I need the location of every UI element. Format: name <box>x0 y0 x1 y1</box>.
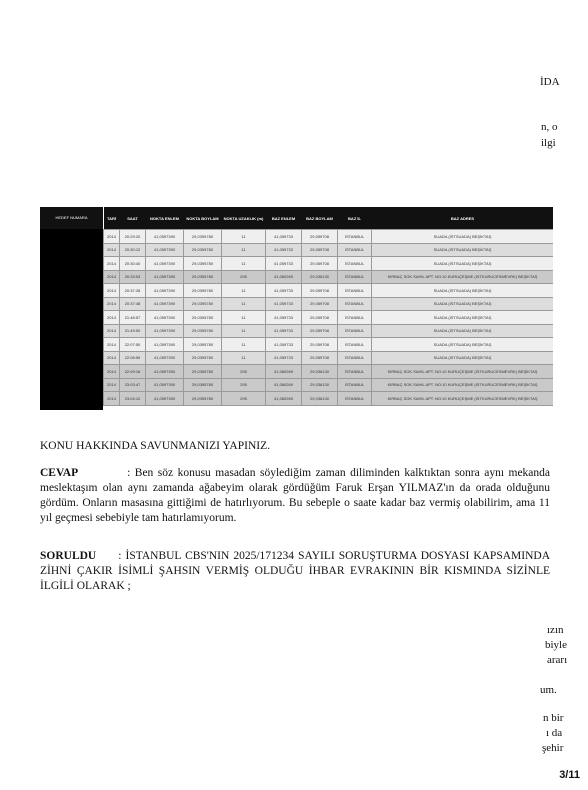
table-cell: SUADA (İSTSUADA) BEŞİKTAŞ <box>372 284 554 298</box>
edge-fragment: n, o <box>541 121 558 133</box>
table-cell: 11 <box>222 324 266 338</box>
table-cell: 41,059733 <box>266 338 302 352</box>
edge-fragment: um. <box>540 684 557 696</box>
table-cell: 29,0395780 <box>184 324 222 338</box>
table-cell: 295 <box>222 392 266 406</box>
edge-fragment: n bir <box>543 712 564 724</box>
table-row <box>104 324 554 338</box>
table-cell: 2014 <box>104 378 120 392</box>
table-cell: 29,0395780 <box>184 257 222 271</box>
table-cell: 29,059708 <box>302 311 338 325</box>
question-paragraph <box>40 549 550 594</box>
table-cell: 22:07:50 <box>120 338 146 352</box>
table-row <box>104 284 554 298</box>
table-cell: 11 <box>222 338 266 352</box>
table-cell: 41,0597390 <box>146 378 184 392</box>
table-cell: 11 <box>222 351 266 365</box>
table-cell: İSTANBUL <box>338 324 372 338</box>
table-cell: 29,0395780 <box>184 284 222 298</box>
table-cell: 29,0395780 <box>184 311 222 325</box>
table-cell: 41,0597390 <box>146 392 184 406</box>
table-cell: 2014 <box>104 324 120 338</box>
table-cell: İSTANBUL <box>338 338 372 352</box>
table-row <box>104 311 554 325</box>
table-cell: İSTANBUL <box>338 351 372 365</box>
table-cell: 41,059733 <box>266 311 302 325</box>
table-cell: SUADA (İSTSUADA) BEŞİKTAŞ <box>372 311 554 325</box>
table-cell: 20:29:20 <box>120 230 146 244</box>
table-cell: KIRBAÇ SOK SAHİL APT. NO:10 KURUÇEŞME (İSTKURUCESMEVRK) BEŞİKTAŞ <box>372 270 554 284</box>
redacted-block <box>40 207 103 410</box>
table-cell: 29,059708 <box>302 338 338 352</box>
table-cell: 29,0395780 <box>184 338 222 352</box>
table-row <box>104 230 554 244</box>
table-cell: İSTANBUL <box>338 378 372 392</box>
answer-text: : Ben söz konusu masadan söylediğim zaman diliminden kalktıktan sonra aynı mekanda meslektaşım olan aynı zamanda ağabeyim olarak gördüğüm Faruk Erşan YILMAZ'ın da orada olduğunu gördüm. Onların masasına gittiğimi de hatırlıyorum. Bu sebeple o saate kadar baz vermiş olabilirim, ama 11 yıl geçmesi sebebiyle tam hatırlamıyorum. <box>40 467 551 524</box>
column-header: BAZ BOYLAM <box>302 207 338 230</box>
base-station-table <box>103 207 553 406</box>
table-cell: 41,0597390 <box>146 324 184 338</box>
table-cell: 41,0597390 <box>146 243 184 257</box>
table-cell: 29,036130 <box>302 378 338 392</box>
page-number: 3/11 <box>559 769 580 781</box>
table-cell: 2014 <box>104 365 120 379</box>
table-cell: 41,059733 <box>266 284 302 298</box>
column-header: NOKTA ENLEM <box>146 207 184 230</box>
table-cell: 29,0395780 <box>184 392 222 406</box>
table-cell: 2014 <box>104 243 120 257</box>
table-cell: 2014 <box>104 270 120 284</box>
table-cell: 41,0597390 <box>146 351 184 365</box>
table-cell: İSTANBUL <box>338 365 372 379</box>
table-cell: 41,0597390 <box>146 270 184 284</box>
table-cell: 20:37:28 <box>120 284 146 298</box>
column-header: TARİ <box>104 207 120 230</box>
edge-fragment: ararı <box>547 654 568 666</box>
table-cell: 29,059708 <box>302 243 338 257</box>
table-row <box>104 365 554 379</box>
question-text: : İSTANBUL CBS'NIN 2025/171234 SAYILI SORUŞTURMA DOSYASI KAPSAMINDA ZİHNİ ÇAKIR İSİMLİ ŞAHSIN VERMİŞ OLDUĞU İHBAR EVRAKININ BİR KISMINDA SİZİNLE İLGİLİ OLARAK ; <box>40 550 550 592</box>
table-cell: 29,059708 <box>302 297 338 311</box>
table-cell: 29,059708 <box>302 257 338 271</box>
table-cell: 20:33:03 <box>120 270 146 284</box>
column-header: SAAT <box>120 207 146 230</box>
table-cell: 11 <box>222 311 266 325</box>
table-cell: 21:48:57 <box>120 311 146 325</box>
table-cell: 29,0395780 <box>184 351 222 365</box>
table-cell: 295 <box>222 378 266 392</box>
table-cell: 29,036130 <box>302 365 338 379</box>
table-cell: 41,0597390 <box>146 230 184 244</box>
table-cell: SUADA (İSTSUADA) BEŞİKTAŞ <box>372 257 554 271</box>
table-header-row <box>104 207 554 230</box>
answer-paragraph <box>40 466 550 526</box>
table-cell: 41,0597390 <box>146 297 184 311</box>
table-cell: 11 <box>222 243 266 257</box>
column-header: BAZ ADRES <box>372 207 554 230</box>
table-cell: 2014 <box>104 338 120 352</box>
table-cell: İSTANBUL <box>338 230 372 244</box>
column-header: BAZ ENLEM <box>266 207 302 230</box>
edge-fragment: İDA <box>540 76 560 88</box>
table-cell: 41,0597390 <box>146 257 184 271</box>
prompt-line: KONU HAKKINDA SAVUNMANIZI YAPINIZ. <box>40 440 270 452</box>
table-cell: 20:30:12 <box>120 243 146 257</box>
table-cell: 29,0395780 <box>184 230 222 244</box>
table-cell: 11 <box>222 257 266 271</box>
table-cell: 2014 <box>104 311 120 325</box>
answer-label: CEVAP <box>40 467 79 479</box>
edge-fragment: biyle <box>545 639 567 651</box>
edge-fragment: ilgi <box>541 137 556 149</box>
table-cell: İSTANBUL <box>338 257 372 271</box>
table-cell: 41,059733 <box>266 351 302 365</box>
table-cell: 2014 <box>104 230 120 244</box>
table-row <box>104 257 554 271</box>
question-label: SORULDU <box>40 550 97 562</box>
table-cell: 41,0597390 <box>146 284 184 298</box>
table-cell: 29,0395780 <box>184 243 222 257</box>
table-row <box>104 270 554 284</box>
table-row <box>104 392 554 406</box>
table-row <box>104 351 554 365</box>
table-cell: 41,060269 <box>266 365 302 379</box>
table-cell: SUADA (İSTSUADA) BEŞİKTAŞ <box>372 338 554 352</box>
table-row <box>104 338 554 352</box>
table-cell: 29,0395780 <box>184 378 222 392</box>
hts-record-table-image <box>40 207 553 410</box>
table-cell: 2014 <box>104 284 120 298</box>
table-cell: İSTANBUL <box>338 392 372 406</box>
table-cell: 22:08:59 <box>120 351 146 365</box>
table-cell: 41,060269 <box>266 270 302 284</box>
table-cell: 29,0395780 <box>184 270 222 284</box>
column-header: BAZ İL <box>338 207 372 230</box>
table-cell: 11 <box>222 284 266 298</box>
table-cell: 29,036130 <box>302 270 338 284</box>
table-cell: 29,0395780 <box>184 365 222 379</box>
edge-fragment: ızın <box>547 624 564 636</box>
table-cell: 20:30:40 <box>120 257 146 271</box>
table-cell: 41,059733 <box>266 230 302 244</box>
table-cell: 29,059708 <box>302 230 338 244</box>
table-cell: 22:09:16 <box>120 365 146 379</box>
table-row <box>104 378 554 392</box>
table-cell: 29,059708 <box>302 324 338 338</box>
table-cell: 11 <box>222 230 266 244</box>
table-cell: KIRBAÇ SOK SAHİL APT. NO:10 KURUÇEŞME (İSTKURUCESMEVRK) BEŞİKTAŞ <box>372 365 554 379</box>
table-cell: 20:37:48 <box>120 297 146 311</box>
table-cell: SUADA (İSTSUADA) BEŞİKTAŞ <box>372 297 554 311</box>
table-cell: 41,0597390 <box>146 365 184 379</box>
table-cell: 2014 <box>104 297 120 311</box>
table-cell: 11 <box>222 297 266 311</box>
table-cell: 21:49:50 <box>120 324 146 338</box>
table-cell: 23:04:12 <box>120 392 146 406</box>
table-cell: 41,059733 <box>266 297 302 311</box>
column-header: NOKTA BOYLAM <box>184 207 222 230</box>
table-cell: SUADA (İSTSUADA) BEŞİKTAŞ <box>372 230 554 244</box>
table-cell: 295 <box>222 365 266 379</box>
table-cell: KIRBAÇ SOK SAHİL APT. NO:10 KURUÇEŞME (İSTKURUCESMEVRK) BEŞİKTAŞ <box>372 392 554 406</box>
table-cell: SUADA (İSTSUADA) BEŞİKTAŞ <box>372 243 554 257</box>
table-cell: SUADA (İSTSUADA) BEŞİKTAŞ <box>372 324 554 338</box>
table-row <box>104 243 554 257</box>
table-cell: İSTANBUL <box>338 270 372 284</box>
table-cell: 29,0395780 <box>184 297 222 311</box>
edge-fragment: şehir <box>542 742 564 754</box>
table-cell: 41,059733 <box>266 243 302 257</box>
table-cell: KIRBAÇ SOK SAHİL APT. NO:10 KURUÇEŞME (İSTKURUCESMEVRK) BEŞİKTAŞ <box>372 378 554 392</box>
table-cell: 29,059708 <box>302 351 338 365</box>
table-cell: İSTANBUL <box>338 311 372 325</box>
table-cell: İSTANBUL <box>338 297 372 311</box>
table-cell: 41,060269 <box>266 392 302 406</box>
table-cell: 295 <box>222 270 266 284</box>
table-cell: 2014 <box>104 257 120 271</box>
table-cell: İSTANBUL <box>338 243 372 257</box>
table-row <box>104 297 554 311</box>
table-cell: 2014 <box>104 351 120 365</box>
table-cell: SUADA (İSTSUADA) BEŞİKTAŞ <box>372 351 554 365</box>
table-cell: 41,0597390 <box>146 311 184 325</box>
table-cell: 41,059733 <box>266 257 302 271</box>
table-cell: İSTANBUL <box>338 284 372 298</box>
table-cell: 29,036130 <box>302 392 338 406</box>
table-cell: 23:03:47 <box>120 378 146 392</box>
table-cell: 2014 <box>104 392 120 406</box>
column-header: NOKTA UZAKLIK (m) <box>222 207 266 230</box>
column-header: HEDEF NUMARA <box>40 207 103 229</box>
table-cell: 29,059708 <box>302 284 338 298</box>
table-cell: 41,0597390 <box>146 338 184 352</box>
table-cell: 41,059733 <box>266 324 302 338</box>
edge-fragment: ı da <box>546 727 563 739</box>
table-cell: 41,060269 <box>266 378 302 392</box>
